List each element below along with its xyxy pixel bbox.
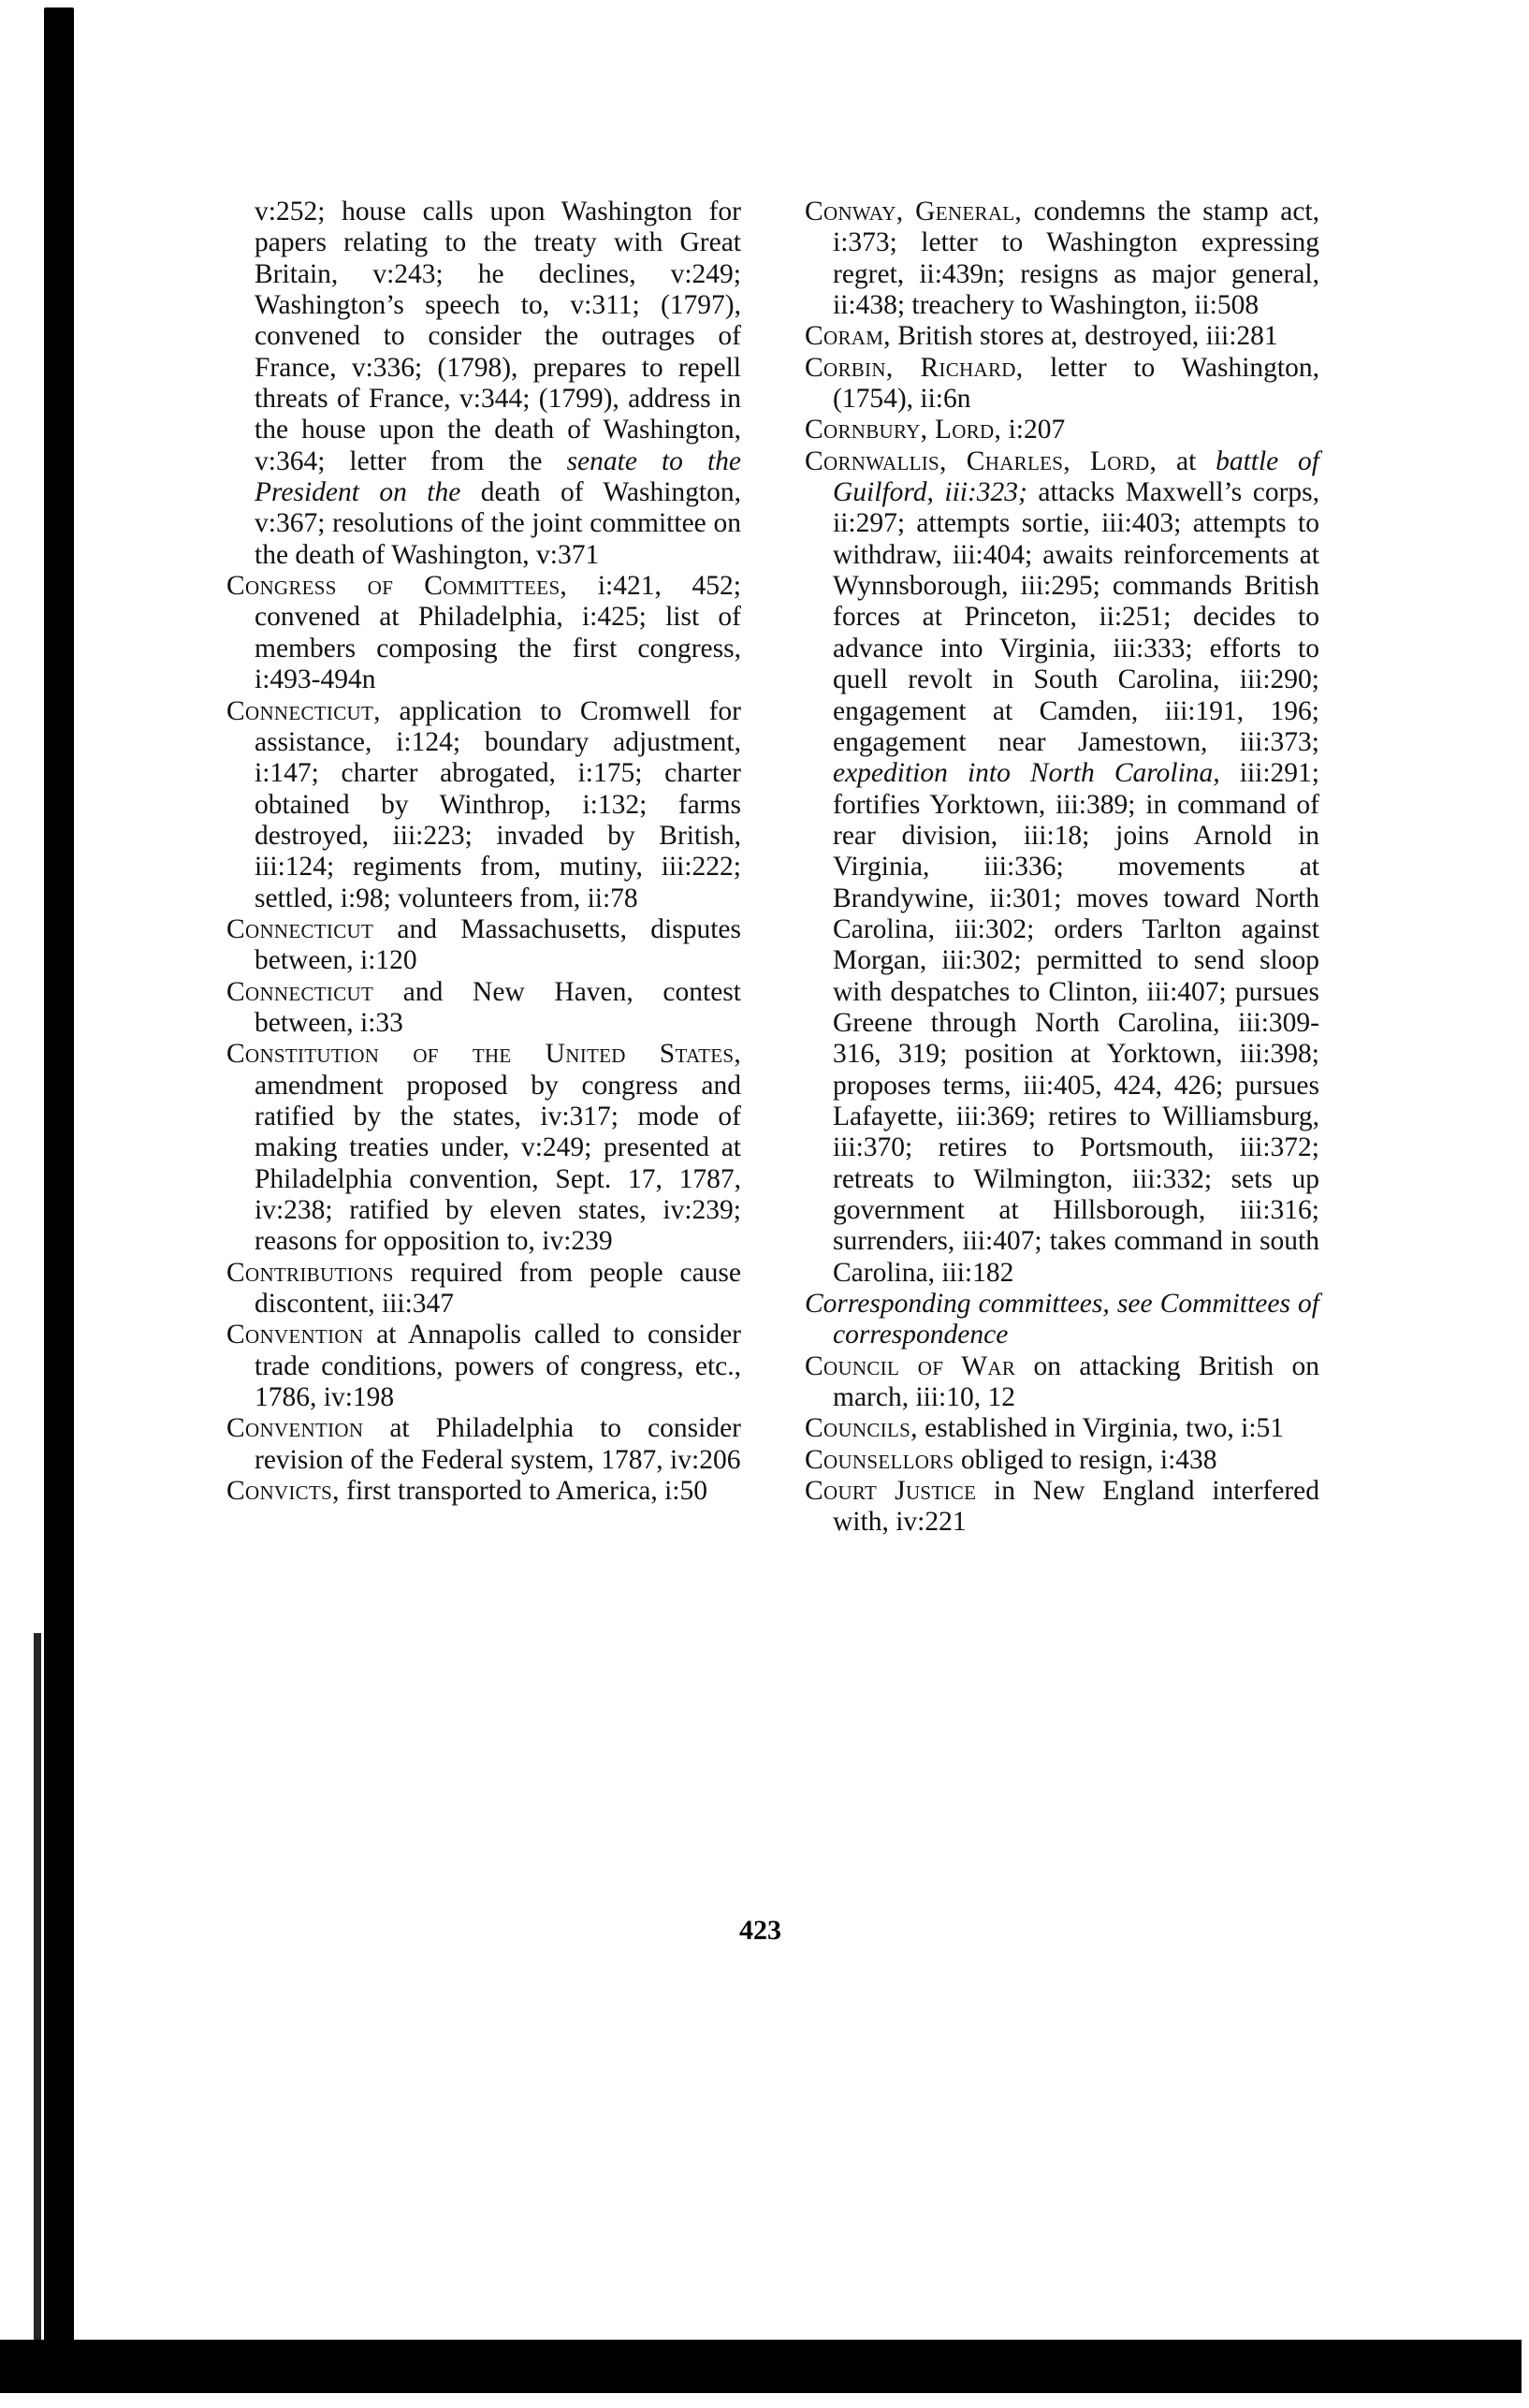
index-entry	[226, 197, 741, 571]
index-entry-text: senate to the President on the	[255, 445, 741, 508]
scan-border-left	[44, 7, 74, 2347]
index-entry-heading: Convention	[226, 1320, 364, 1350]
index-entry-text: i:207	[1001, 415, 1066, 445]
index-entry-text: at Philadelphia to consider revision of the Federal system, 1787, iv:206	[255, 1413, 741, 1475]
index-entry	[226, 1039, 741, 1257]
index-column-left	[226, 197, 741, 1507]
index-entry-text: and New Haven, contest between, i:33	[255, 976, 741, 1038]
index-entry-heading: Councils,	[805, 1413, 918, 1444]
index-entry-heading: Counsellors	[805, 1444, 954, 1475]
index-entry-text: application to Cromwell for assistance, i:124; boundary adjustment, i:147; charter abrogated, i:175; charter obtained by Winthrop, i:132; farms destroyed, iii:223; invaded by British, iii:124; regiments from, mutiny, iii:222; settled, i:98; volunteers from, ii:78	[255, 695, 741, 913]
index-entry-heading: Congress of Committees,	[226, 571, 568, 602]
index-entry	[805, 1413, 1319, 1444]
index-entry	[226, 1320, 741, 1413]
page-number: 423	[739, 1915, 781, 1946]
index-entry-heading: Convicts,	[226, 1476, 340, 1507]
index-entry-text: established in Virginia, two, i:51	[917, 1413, 1285, 1444]
index-entry	[226, 1476, 741, 1507]
index-entry-heading: Council of War	[805, 1350, 1016, 1381]
index-entry	[805, 1476, 1319, 1539]
index-entry-heading: Connecticut	[226, 976, 374, 1007]
index-entry	[226, 914, 741, 977]
index-entry-text: obliged to resign, i:438	[954, 1444, 1217, 1475]
index-entry	[805, 197, 1319, 321]
index-entry-text: i:421, 452; convened at Philadelphia, i:425; list of members composing the first congress, i:493-494n	[255, 571, 741, 695]
index-entry-text: death of Washington, v:367; resolutions of the joint committee on the death of Washington, v:371	[255, 477, 741, 570]
index-entry-text: at	[1157, 445, 1216, 476]
index-entry-heading: Court Justice	[805, 1476, 977, 1507]
index-entry	[805, 1351, 1319, 1414]
index-entry-text: in New England interfered with, iv:221	[833, 1476, 1319, 1538]
index-entry-text: attacks Maxwell’s corps, ii:297; attempts sortie, iii:403; attempts to withdraw, iii:404; awaits reinforcements at Wynnsborough, iii:295; commands British forces at Princeton, ii:251; decides to advance into Virginia, iii:333; efforts to quell revolt in South Carolina, iii:290; engagement at Camden, iii:191, 196; engagement near Jamestown, iii:373;	[833, 477, 1320, 757]
index-entry	[226, 1258, 741, 1321]
index-entry	[805, 353, 1319, 416]
index-entry-text: required from people cause discontent, iii:347	[255, 1257, 741, 1320]
index-entry-text: iii:291; fortifies Yorktown, iii:389; in command of rear division, iii:18; joins Arnold in Virginia, iii:336; movements at Brandywine, ii:301; moves toward North Carolina, iii:302; orders Tarlton against Morgan, iii:302; permitted to send sloop with despatches to Clinton, iii:407; pursues Greene through North Carolina, iii:309-316, 319; position at Yorktown, iii:398; proposes terms, iii:405, 424, 426; pursues Lafayette, iii:369; retires to Williamsburg, iii:370; retires to Portsmouth, iii:372; retreats to Wilmington, iii:332; sets up government at Hillsborough, iii:316; surrenders, iii:407; takes command in south Carolina, iii:182	[833, 758, 1319, 1288]
index-entry-heading: Cornbury, Lord,	[805, 415, 1002, 445]
index-entry	[226, 1413, 741, 1476]
index-entry-heading: Cornwallis, Charles, Lord,	[805, 445, 1158, 476]
index-entry	[805, 446, 1319, 1289]
index-entry-text: battle of Guilford, iii:323;	[833, 445, 1319, 508]
index-entry-heading: Connecticut,	[226, 695, 381, 726]
index-entry-heading: Constitution of the United States,	[226, 1039, 741, 1070]
index-entry-text: first transported to America, i:50	[339, 1476, 708, 1507]
index-entry	[226, 977, 741, 1040]
index-entry-heading: Corbin, Richard,	[805, 352, 1024, 383]
index-entry	[805, 1289, 1319, 1351]
index-entry	[805, 321, 1319, 352]
index-entry-text: Corresponding committees, see Committees of correspondence	[805, 1289, 1319, 1350]
index-entry-text: v:252; house calls upon Washington for papers relating to the treaty with Great Britain, v:243; he declines, v:249; Washington’s speech to, v:311; (1797), convened to consider the outrages of France, v:336; (1798), prepares to repell threats of France, v:344; (1799), address in the house upon the death of Washington, v:364; letter from the	[255, 197, 741, 476]
index-entry-text: at Annapolis called to consider trade conditions, powers of congress, etc., 1786, iv:198	[255, 1320, 741, 1413]
index-column-right	[805, 197, 1319, 1539]
scan-border-left-edge	[34, 1633, 41, 2340]
index-entry-heading: Connecticut	[226, 913, 374, 944]
index-entry-text: on attacking British on march, iii:10, 12	[833, 1350, 1320, 1413]
index-entry	[805, 1445, 1319, 1476]
index-entry-heading: Coram,	[805, 321, 891, 352]
index-entry-text: British stores at, destroyed, iii:281	[890, 321, 1278, 352]
index-entry	[226, 696, 741, 914]
index-entry-text: letter to Washington, (1754), ii:6n	[833, 352, 1319, 415]
index-entry	[805, 415, 1319, 445]
scan-border-bottom	[0, 2340, 1522, 2393]
index-entry-heading: Convention	[226, 1413, 364, 1444]
index-entry-text: condemns the stamp act, i:373; letter to Washington expressing regret, ii:439n; resigns as major general, ii:438; treachery to Washington, ii:508	[833, 197, 1319, 321]
index-entry-text: expedition into North Carolina,	[833, 758, 1220, 789]
index-entry-text: and Massachusetts, disputes between, i:120	[255, 913, 741, 976]
index-entry	[226, 571, 741, 695]
index-entry-heading: Contributions	[226, 1257, 394, 1288]
index-entry-heading: Conway, General,	[805, 197, 1023, 226]
index-entry-text: amendment proposed by congress and ratified by the states, iv:317; mode of making treaties under, v:249; presented at Philadelphia convention, Sept. 17, 1787, iv:238; ratified by eleven states, iv:239; reasons for opposition to, iv:239	[255, 1070, 741, 1257]
